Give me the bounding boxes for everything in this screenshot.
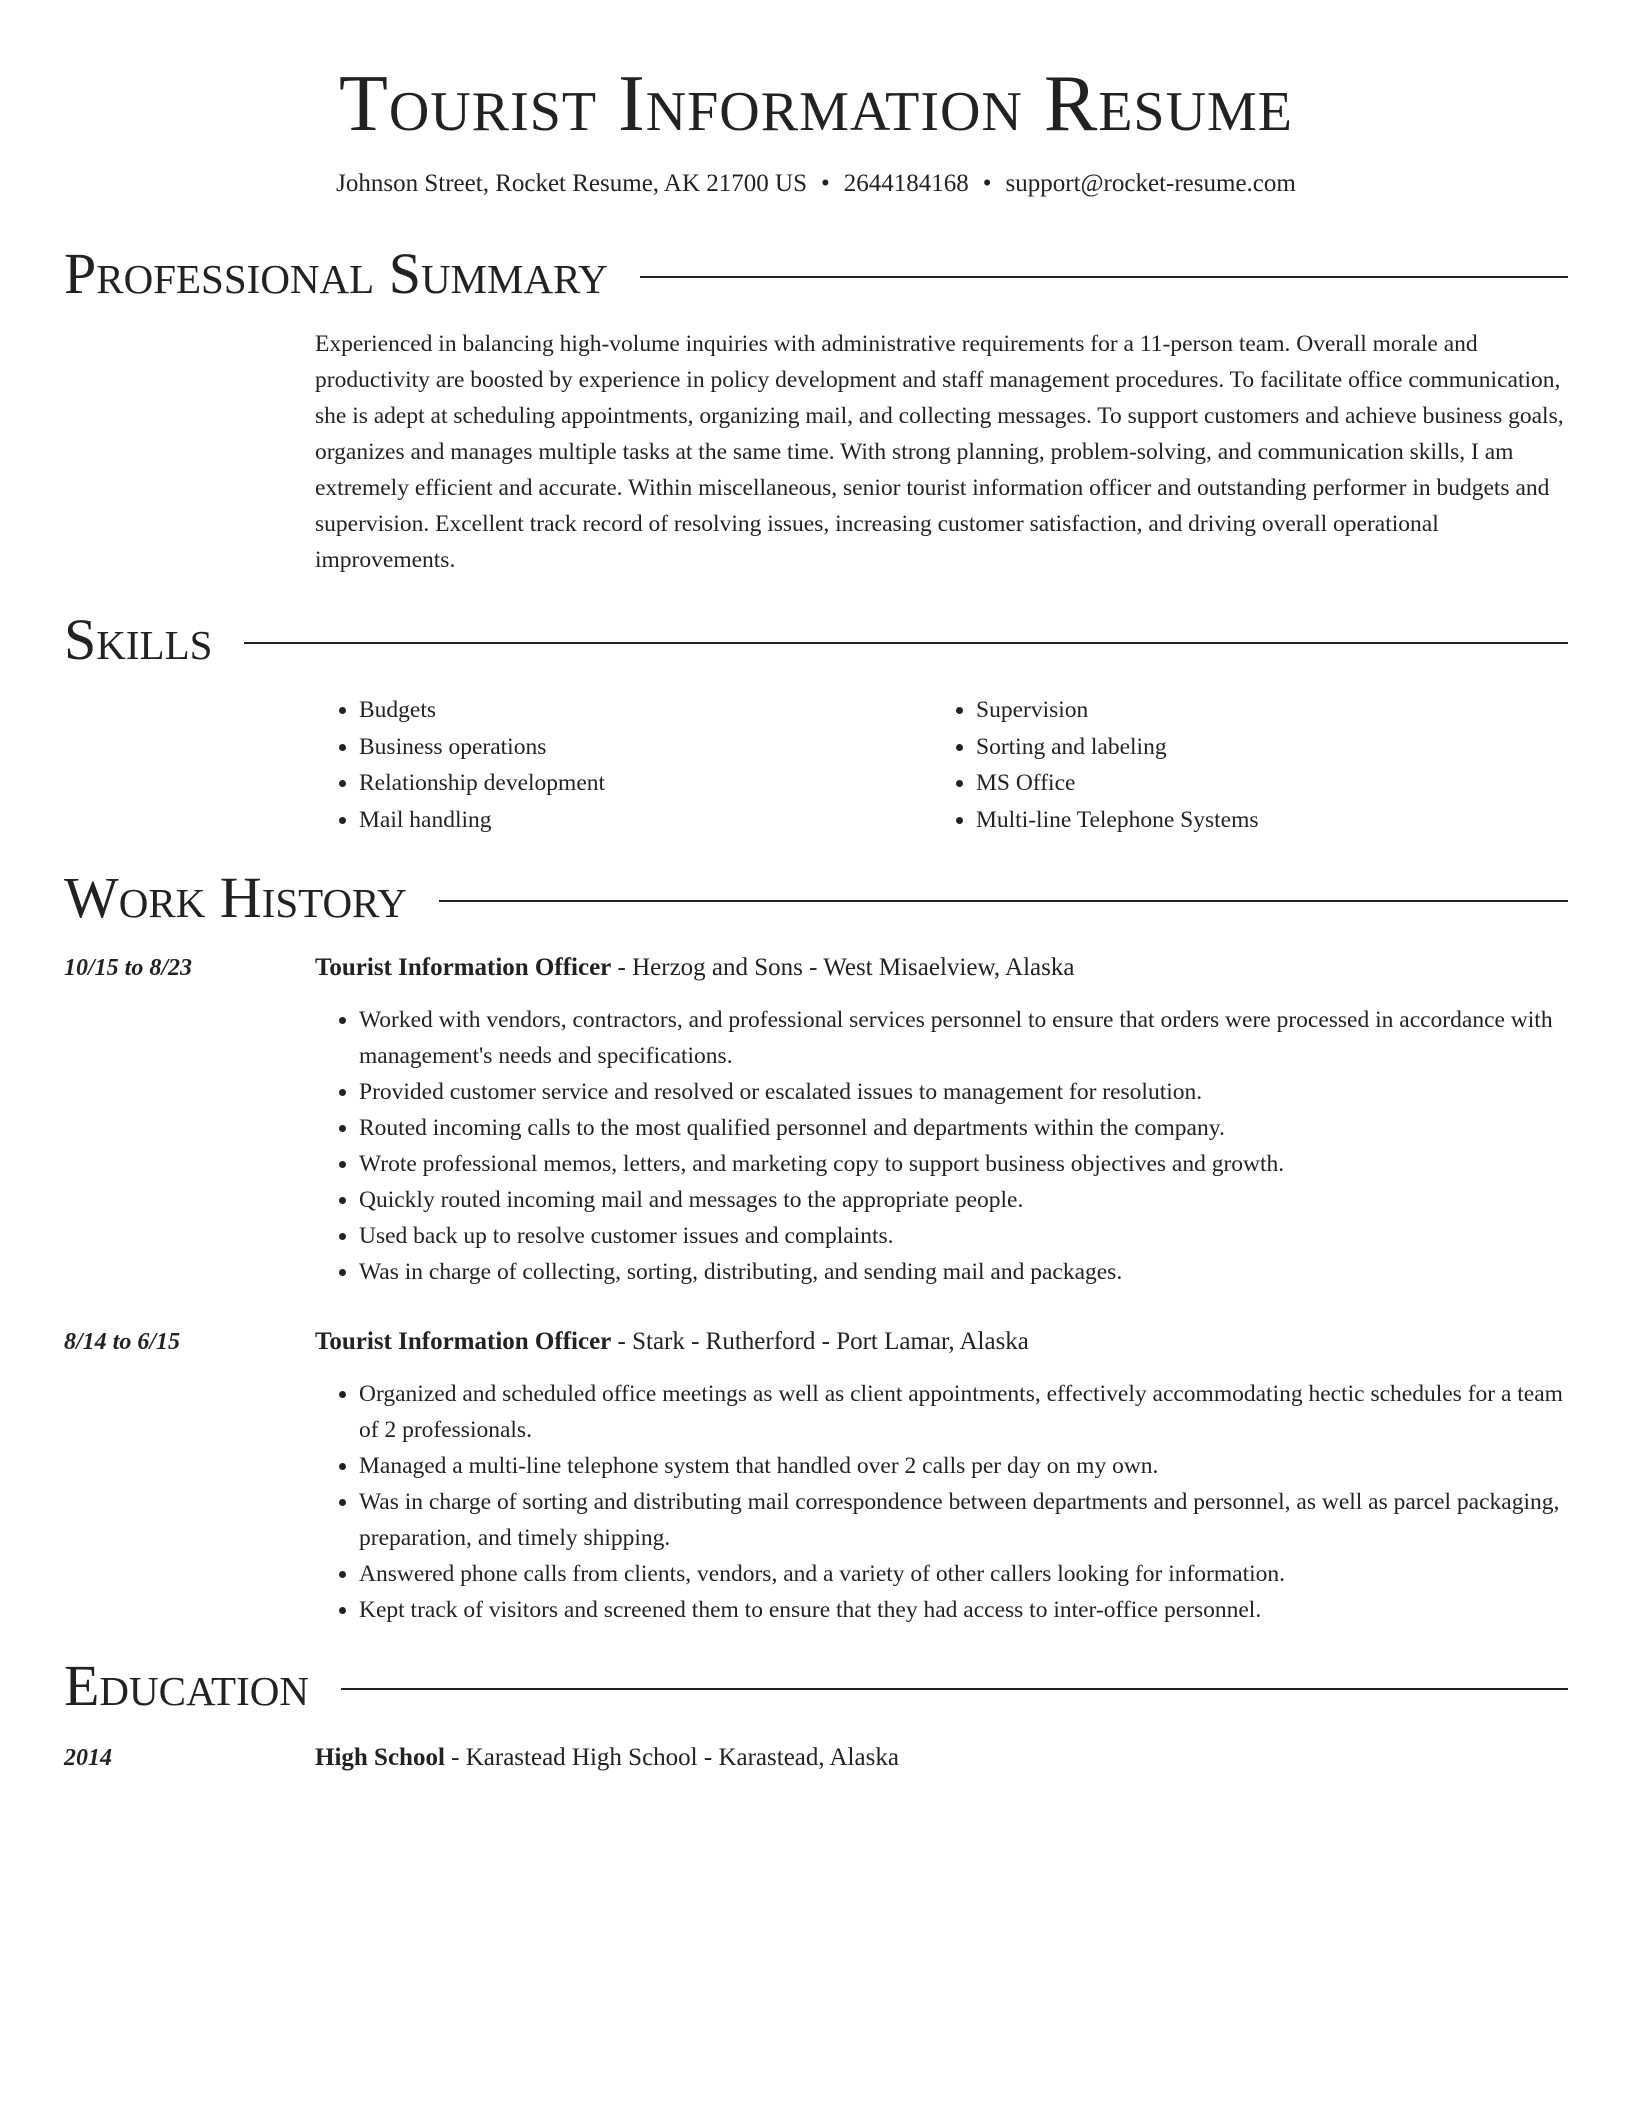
skill-item: • Relationship development (359, 765, 932, 802)
skill-item: • MS Office (976, 765, 1549, 802)
job-bullet: • Routed incoming calls to the most qualified personnel and departments within the company. (359, 1110, 1568, 1146)
job-bullets (315, 1002, 1568, 1290)
skill-item: • Budgets (359, 692, 932, 729)
section-divider (640, 276, 1568, 278)
skill-item: • Business operations (359, 729, 932, 766)
section-divider (439, 900, 1568, 902)
job-heading (315, 1324, 1568, 1360)
job-bullet: • Wrote professional memos, letters, and marketing copy to support business objectives and growth. (359, 1146, 1568, 1182)
job-bullet: • Answered phone calls from clients, vendors, and a variety of other callers looking for information. (359, 1556, 1568, 1592)
education-entry (64, 1740, 1568, 1776)
job-bullet: • Was in charge of sorting and distributing mail correspondence between departments and personnel, as well as parcel packaging, preparation, and timely shipping. (359, 1484, 1568, 1556)
job-title: Tourist Information Officer (315, 1328, 612, 1355)
skill-item: • Mail handling (359, 802, 932, 839)
skill-item: • Multi-line Telephone Systems (976, 802, 1549, 839)
work-section-header (64, 864, 1568, 932)
resume-title: Tourist Information Resume (338, 60, 1294, 148)
summary-section-header (64, 240, 1568, 308)
education-dates: 2014 (64, 1745, 112, 1771)
job-title: Tourist Information Officer (315, 954, 612, 981)
section-divider (244, 642, 1568, 644)
education-section-header (64, 1652, 1568, 1720)
job-heading (315, 950, 1568, 986)
job-employer: - Herzog and Sons - West Misaelview, Alaska (611, 954, 1075, 981)
education-heading: Education (64, 1653, 309, 1718)
skills-heading: Skills (64, 607, 213, 672)
summary-heading: Professional Summary (64, 241, 608, 306)
contact-email: support@rocket-resume.com (1005, 170, 1296, 197)
contact-separator: • (982, 170, 992, 197)
skills-column-1 (315, 692, 932, 838)
job-bullet: • Provided customer service and resolved or escalated issues to management for resolution. (359, 1074, 1568, 1110)
job-detail (315, 950, 1568, 1290)
education-school: - Karastead High School - Karastead, Alaska (444, 1744, 899, 1771)
job-bullets (315, 1376, 1568, 1628)
job-employer: - Stark - Rutherford - Port Lamar, Alaska (611, 1328, 1029, 1355)
section-divider (341, 1688, 1568, 1690)
skills-section-header (64, 606, 1568, 674)
job-bullet: • Organized and scheduled office meetings as well as client appointments, effectively accommodating hectic schedules for a team of 2 professionals. (359, 1376, 1568, 1448)
skills-list (315, 692, 1568, 838)
job-dates: 8/14 to 6/15 (64, 1329, 181, 1355)
contact-line (64, 168, 1568, 200)
job-bullet: • Kept track of visitors and screened them to ensure that they had access to inter-office personnel. (359, 1592, 1568, 1628)
job-bullet: • Worked with vendors, contractors, and professional services personnel to ensure that orders were processed in accordance with management's needs and specifications. (359, 1002, 1568, 1074)
contact-address: Johnson Street, Rocket Resume, AK 21700 US (336, 170, 807, 197)
job-dates: 10/15 to 8/23 (64, 955, 193, 981)
job-entry (64, 950, 1568, 1290)
summary-text: Experienced in balancing high-volume inquiries with administrative requirements for a 11-person team. Overall morale and productivity are boosted by experience in policy development and staff management procedures. To facilitate office communication, she is adept at scheduling appointments, organizing mail, and collecting messages. To support customers and achieve business goals, organizes and manages multiple tasks at the same time. With strong planning, problem-solving, and communication skills, I am extremely efficient and accurate. Within miscellaneous, senior tourist information officer and outstanding performer in budgets and supervision. Excellent track record of resolving issues, increasing customer satisfaction, and driving overall operational improvements. (315, 331, 1564, 573)
education-heading-line (315, 1740, 899, 1776)
job-bullet: • Was in charge of collecting, sorting, distributing, and sending mail and packages. (359, 1254, 1568, 1290)
education-degree: High School (315, 1744, 445, 1771)
job-entry (64, 1324, 1568, 1628)
skill-item: • Supervision (976, 692, 1549, 729)
contact-phone: 2644184168 (843, 170, 969, 197)
resume-page (64, 0, 1568, 1776)
contact-separator: • (821, 170, 830, 197)
job-bullet: • Quickly routed incoming mail and messages to the appropriate people. (359, 1182, 1568, 1218)
job-bullet: • Used back up to resolve customer issues and complaints. (359, 1218, 1568, 1254)
skill-item: • Sorting and labeling (976, 729, 1549, 766)
work-heading: Work History (64, 865, 407, 930)
job-detail (315, 1324, 1568, 1628)
job-bullet: • Managed a multi-line telephone system that handled over 2 calls per day on my own. (359, 1448, 1568, 1484)
skills-column-2 (932, 692, 1549, 838)
